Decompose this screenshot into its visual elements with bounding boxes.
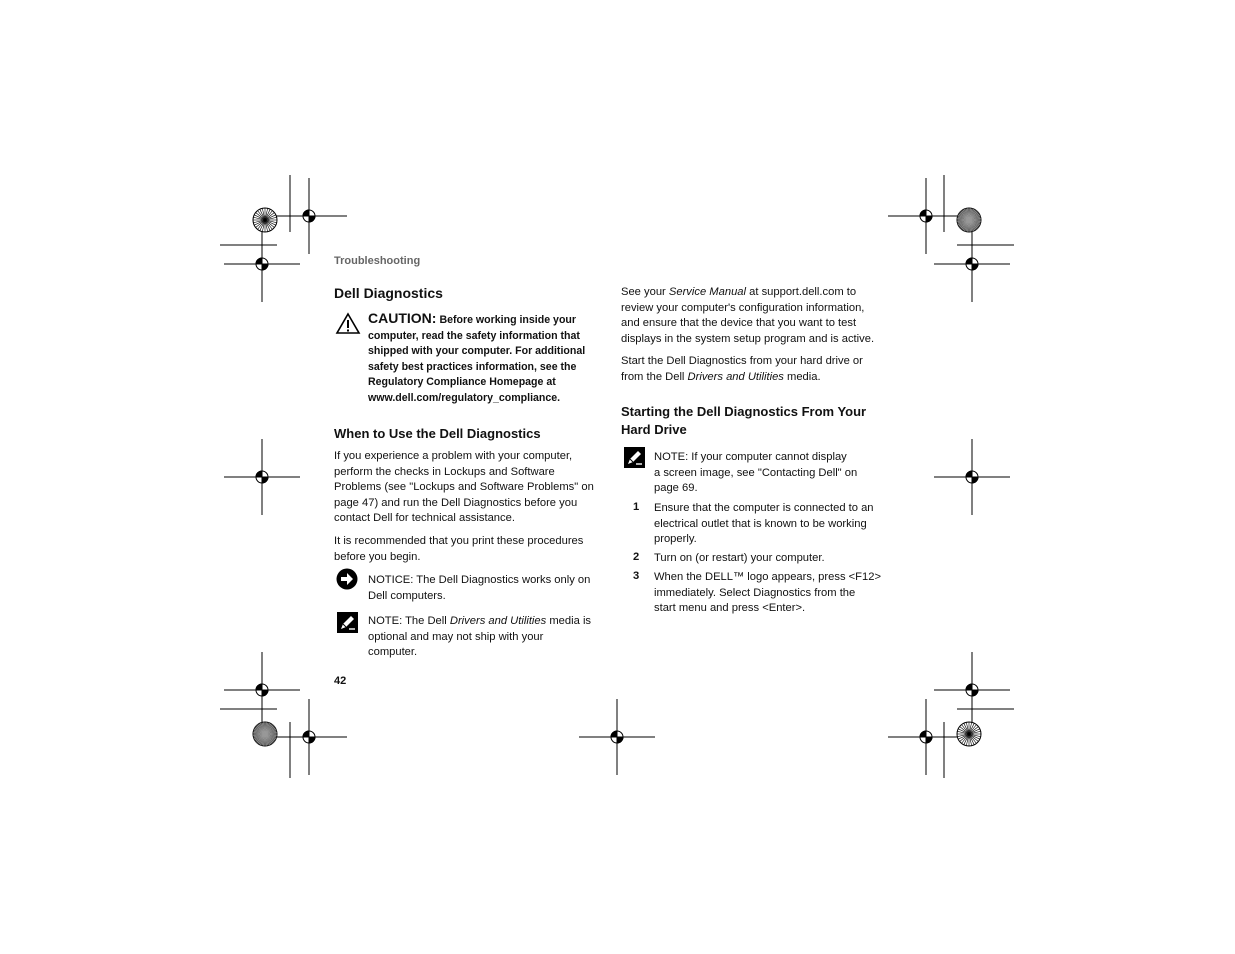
text-line: Turn on (or restart) your computer. <box>654 552 825 564</box>
subheading-hard-drive <box>621 403 883 439</box>
text-fragment: at <box>749 286 759 298</box>
heading-line: Starting the Dell Diagnostics From Your <box>621 404 867 419</box>
paragraph-when-to-use <box>334 449 596 527</box>
text-line: When the DELL™ logo appears, press <F12> <box>654 571 881 583</box>
text-fragment: to <box>846 286 857 298</box>
text-line: properly. <box>654 533 697 546</box>
paragraph-service-manual <box>621 285 883 347</box>
note-label: NOTE: <box>654 451 689 463</box>
note-pencil-icon <box>624 447 645 468</box>
text-line: page 69. <box>654 482 698 495</box>
text-line: optional and may not ship with your <box>368 630 544 643</box>
registration-mark-icon <box>271 699 347 775</box>
text-line: start menu and press <Enter>. <box>654 602 806 615</box>
registration-mark-icon <box>579 699 655 775</box>
registration-mark-icon <box>224 439 300 515</box>
note-label: NOTE: <box>368 615 403 627</box>
step-text <box>654 501 886 548</box>
registration-mark-icon <box>888 699 964 775</box>
caution-label: CAUTION: <box>368 310 437 326</box>
notice-arrow-icon <box>336 568 358 590</box>
ui-term: Diagnostics <box>753 586 812 599</box>
note-pencil-icon <box>337 612 358 633</box>
subheading-when-to-use: When to Use the Dell Diagnostics <box>334 426 541 441</box>
text-line: perform the checks in Lockups and Software <box>334 465 555 478</box>
caution-line: Regulatory Compliance Homepage at <box>368 376 556 389</box>
registration-mark-icon <box>224 652 300 728</box>
caution-line: www.dell.com/regulatory_compliance. <box>368 391 561 404</box>
notice-label: NOTICE: <box>368 574 414 586</box>
heading-line: Hard Drive <box>621 422 687 437</box>
starburst-target-icon <box>253 722 277 746</box>
caution-block <box>368 311 590 407</box>
note-block-left <box>368 614 596 661</box>
text-line: Problems (see "Lockups and Software Problems" on <box>334 481 594 494</box>
text-fragment: The Dell <box>405 615 447 627</box>
text-line: and ensure that the device that you want to test <box>621 317 857 330</box>
text-line: If your computer cannot display <box>691 451 847 463</box>
text-line: electrical outlet that is known to be working <box>654 517 867 530</box>
starburst-target-icon <box>957 722 981 746</box>
step-text <box>654 570 886 617</box>
note-block-right <box>654 450 882 497</box>
text-fragment: immediately. Select <box>654 586 751 599</box>
registration-mark-icon <box>888 178 964 254</box>
caution-line: Before working inside your <box>439 314 577 326</box>
notice-block <box>368 573 596 604</box>
text-line: contact Dell for technical assistance. <box>334 512 515 525</box>
text-line: It is recommended that you print these procedures <box>334 535 584 547</box>
text-line: displays in the system setup program and is active. <box>621 332 875 345</box>
text-line: Start the Dell Diagnostics from your hard drive or <box>621 355 863 367</box>
caution-line: shipped with your computer. For additional <box>368 345 586 358</box>
caution-line: safety best practices information, see the <box>368 360 577 373</box>
starburst-target-icon <box>253 208 277 232</box>
text-line: a screen image, see "Contacting Dell" on <box>654 466 858 479</box>
registration-mark-icon <box>934 439 1010 515</box>
text-line: page 47) and run the Dell Diagnostics before you <box>334 496 578 509</box>
text-line: Dell computers. <box>368 589 446 602</box>
paragraph-print-procedures <box>334 534 596 565</box>
text-fragment: from the Dell <box>621 370 685 383</box>
support-link-text: support.dell.com <box>761 286 844 298</box>
emphasis: Service Manual <box>668 286 746 298</box>
caution-line: computer, read the safety information that <box>368 329 580 342</box>
starburst-target-icon <box>957 208 981 232</box>
registration-mark-icon <box>934 226 1010 302</box>
paragraph-start-diagnostics <box>621 354 883 385</box>
text-line: computer. <box>368 646 418 659</box>
section-title: Dell Diagnostics <box>334 285 443 301</box>
text-line: If you experience a problem with your computer, <box>334 450 573 462</box>
text-fragment: media is <box>549 615 592 627</box>
emphasis: Drivers and Utilities <box>687 370 784 383</box>
text-line: review your computer's configuration information, <box>621 301 865 314</box>
text-line: Ensure that the computer is connected to an <box>654 502 874 514</box>
step-text <box>654 551 886 567</box>
text-line: before you begin. <box>334 550 421 563</box>
emphasis: Drivers and Utilities <box>449 615 547 627</box>
step-number: 1 <box>633 501 640 513</box>
text-fragment: media. <box>787 370 821 383</box>
text-fragment: See your <box>621 286 666 298</box>
text-fragment: from the <box>814 586 856 599</box>
running-head: Troubleshooting <box>334 255 421 267</box>
page-number: 42 <box>334 675 347 687</box>
registration-mark-icon <box>271 178 347 254</box>
registration-mark-icon <box>934 652 1010 728</box>
registration-mark-icon <box>224 226 300 302</box>
step-number: 3 <box>633 570 640 582</box>
step-number: 2 <box>633 551 640 563</box>
text-line: The Dell Diagnostics works only on <box>416 574 591 586</box>
caution-triangle-icon <box>335 312 361 335</box>
